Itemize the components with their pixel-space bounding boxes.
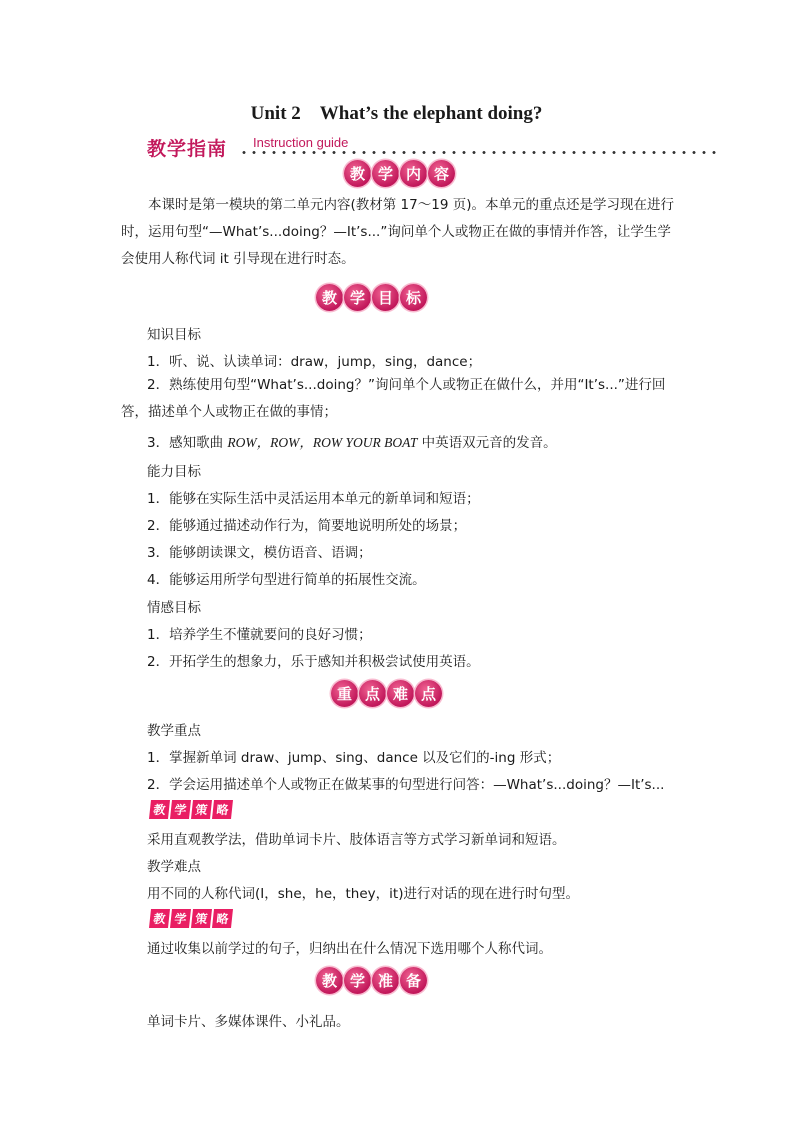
ability-item-1: 1．能够在实际生活中灵活运用本单元的新单词和短语； [147, 491, 480, 507]
strategy-tag-1: 教 学 策 略 [150, 800, 232, 819]
knowledge-item-3: 3．感知歌曲 ROW，ROW，ROW YOUR BOAT 中英语双元音的发音。 [147, 435, 557, 451]
ability-item-2: 2．能够通过描述动作行为，简要地说明所处的场景； [147, 518, 467, 534]
ability-item-3: 3．能够朗读课文，模仿语音、语调； [147, 545, 372, 561]
focus-item-1: 1．掌握新单词 draw、jump、sing、dance 以及它们的-ing 形式； [147, 750, 561, 766]
section-badge-content: 教 学 内 容 [344, 160, 455, 187]
section-badge-preparation: 教 学 准 备 [316, 967, 427, 994]
guide-title-en: Instruction guide [253, 135, 349, 150]
knowledge-item-2: 2．熟练使用句型“What’s...doing？”询问单个人或物正在做什么，并用“It’s...”进行回答，描述单个人或物正在做的事情； [121, 377, 666, 420]
difficulty-heading: 教学难点 [147, 859, 201, 875]
knowledge-item-1: 1．听、说、认读单词：draw，jump，sing，dance； [147, 354, 482, 370]
page-title: Unit 2 What’s the elephant doing? [250, 103, 543, 124]
song-title: ROW，ROW，ROW YOUR BOAT [227, 435, 418, 450]
focus-strategy-text: 采用直观教学法，借助单词卡片、肢体语言等方式学习新单词和短语。 [147, 832, 566, 848]
knowledge-heading: 知识目标 [147, 327, 201, 343]
guide-title-cn: 教学指南 [147, 138, 228, 160]
content-paragraph: 本课时是第一模块的第二单元内容(教材第 17～19 页)。本单元的重点还是学习现在进行时，运用句型“—What’s...doing？—It’s...”询问单个人或物正在做的事情并作答，让学生学会使用人称代词 it 引导现在进行时态。 [121, 197, 674, 267]
strategy-tag-2: 教 学 策 略 [150, 909, 232, 928]
section-badge-key-points: 重 点 难 点 [331, 680, 442, 707]
ability-item-4: 4．能够运用所学句型进行简单的拓展性交流。 [147, 572, 426, 588]
dotted-divider [239, 150, 717, 155]
emotion-item-2: 2．开拓学生的想象力，乐于感知并积极尝试使用英语。 [147, 654, 480, 670]
emotion-heading: 情感目标 [147, 600, 201, 616]
ability-heading: 能力目标 [147, 464, 201, 480]
section-badge-objectives: 教 学 目 标 [316, 284, 427, 311]
focus-item-2: 2．学会运用描述单个人或物正在做某事的句型进行问答：—What’s...doing？—It’s... [147, 777, 665, 793]
preparation-text: 单词卡片、多媒体课件、小礼品。 [147, 1014, 350, 1030]
difficulty-item-1: 用不同的人称代词(I，she，he，they，it)进行对话的现在进行时句型。 [147, 886, 579, 902]
difficulty-strategy-text: 通过收集以前学过的句子，归纳出在什么情况下选用哪个人称代词。 [147, 941, 552, 957]
emotion-item-1: 1．培养学生不懂就要问的良好习惯； [147, 627, 372, 643]
focus-heading: 教学重点 [147, 723, 201, 739]
